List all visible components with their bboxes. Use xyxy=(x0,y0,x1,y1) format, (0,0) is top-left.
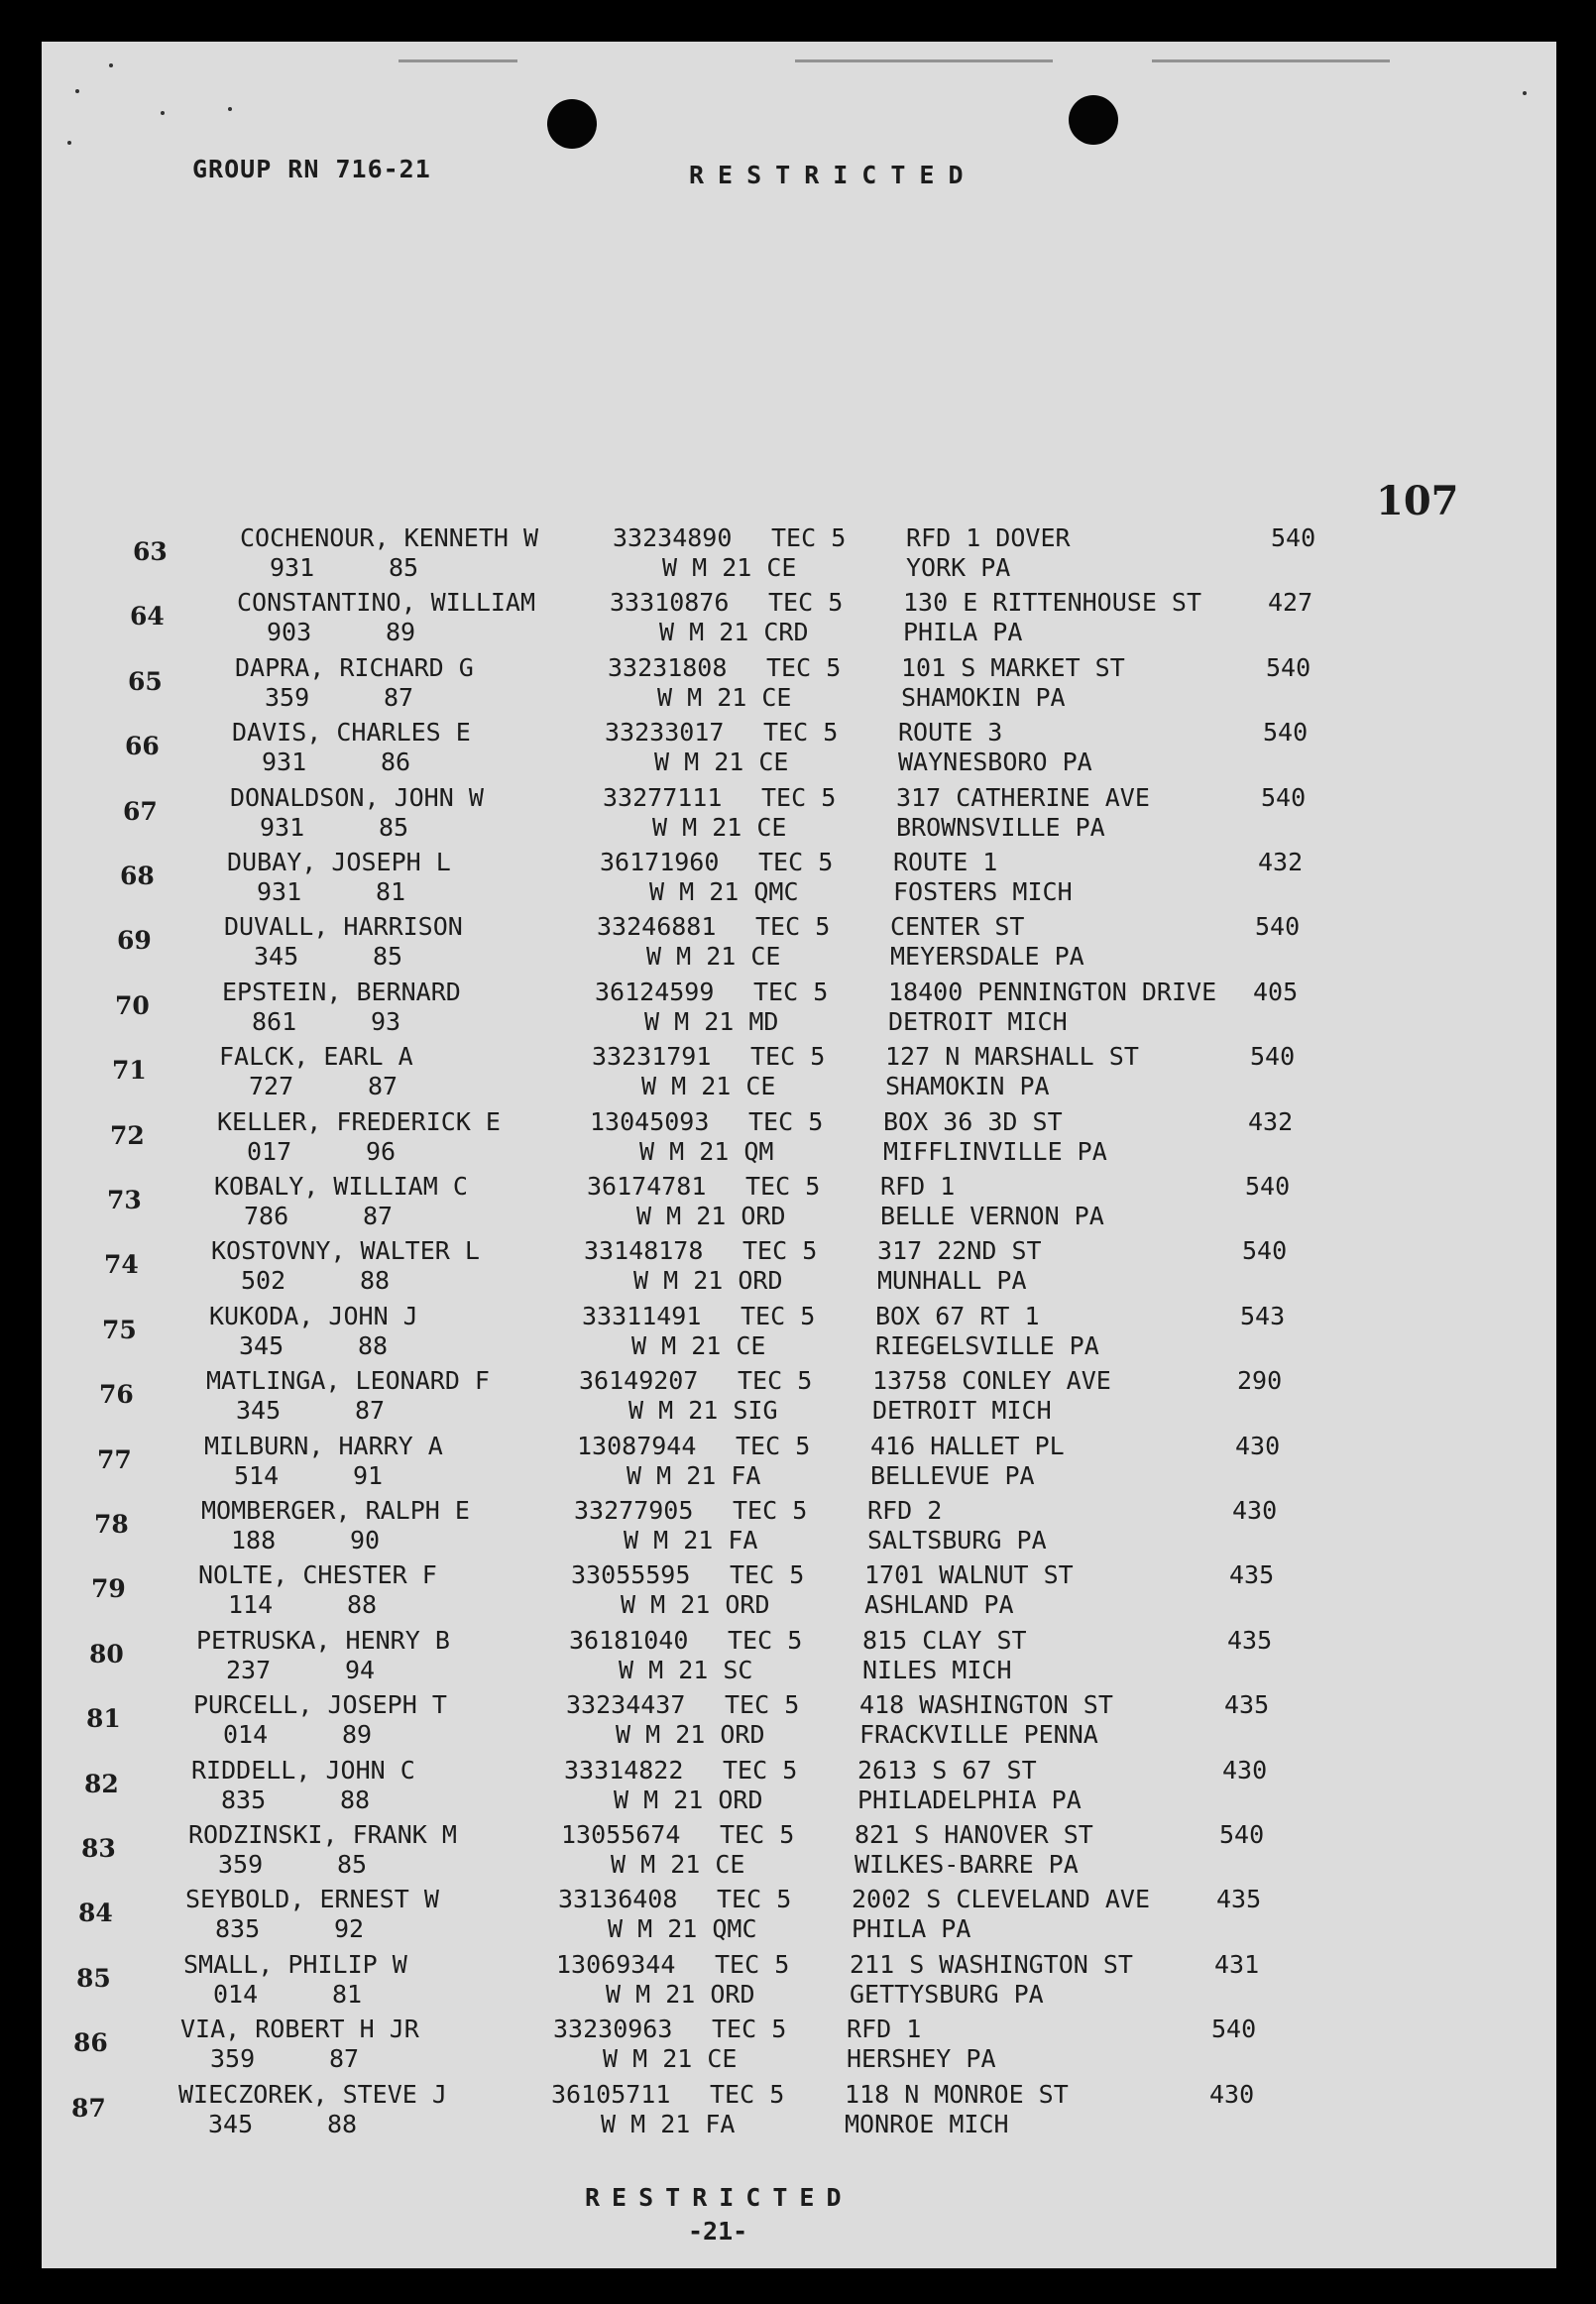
address-line-2: YORK PA xyxy=(906,553,1011,582)
roster-row xyxy=(19,1107,1534,1173)
entry-number: 67 xyxy=(123,796,158,826)
serial-number: 36105711 xyxy=(551,2079,671,2109)
address-line-2: MONROE MICH xyxy=(845,2109,1009,2138)
address-line-1: 211 S WASHINGTON ST xyxy=(850,1949,1133,1979)
spec-code: 540 xyxy=(1263,718,1309,748)
code-two: 88 xyxy=(340,1785,371,1814)
grade: TEC 5 xyxy=(745,1172,821,1201)
address-line-1: 2613 S 67 ST xyxy=(857,1755,1037,1785)
code-two: 85 xyxy=(373,942,403,972)
address-line-1: 317 22ND ST xyxy=(877,1236,1042,1266)
grade: TEC 5 xyxy=(763,718,839,748)
race-sex-age-branch: W M 21 ORD xyxy=(616,1720,765,1750)
entry-number: 81 xyxy=(86,1704,121,1734)
address-line-1: RFD 1 xyxy=(847,2015,922,2044)
spec-code: 543 xyxy=(1240,1301,1286,1330)
soldier-name: SMALL, PHILIP W xyxy=(183,1949,407,1979)
serial-number: 33231791 xyxy=(592,1042,712,1072)
roster-row xyxy=(0,1885,1502,1950)
address-line-1: ROUTE 3 xyxy=(898,718,1003,748)
race-sex-age-branch: W M 21 CE xyxy=(603,2044,738,2074)
address-line-2: FRACKVILLE PENNA xyxy=(859,1720,1098,1750)
race-sex-age-branch: W M 21 MD xyxy=(644,1006,779,1036)
grade: TEC 5 xyxy=(768,588,844,618)
serial-number: 13087944 xyxy=(577,1431,697,1460)
code-one: 237 xyxy=(226,1655,272,1684)
race-sex-age-branch: W M 21 CE xyxy=(657,682,792,712)
soldier-name: KOSTOVNY, WALTER L xyxy=(211,1236,480,1266)
roster-row xyxy=(0,1950,1500,2016)
code-one: 114 xyxy=(228,1590,274,1620)
entry-number: 77 xyxy=(97,1444,132,1474)
soldier-name: MILBURN, HARRY A xyxy=(204,1431,443,1460)
address-line-2: HERSHEY PA xyxy=(847,2044,996,2074)
address-line-1: 317 CATHERINE AVE xyxy=(896,782,1150,812)
address-line-1: RFD 2 xyxy=(867,1496,943,1525)
grade: TEC 5 xyxy=(742,1236,818,1266)
spec-code: 430 xyxy=(1232,1496,1278,1525)
soldier-name: PETRUSKA, HENRY B xyxy=(196,1625,450,1655)
entry-number: 75 xyxy=(102,1315,137,1344)
address-line-1: BOX 36 3D ST xyxy=(883,1106,1063,1136)
code-one: 931 xyxy=(260,812,305,842)
soldier-name: KOBALY, WILLIAM C xyxy=(214,1172,468,1201)
spec-code: 540 xyxy=(1219,1820,1265,1849)
race-sex-age-branch: W M 21 CE xyxy=(662,553,797,582)
address-line-2: NILES MICH xyxy=(862,1655,1012,1684)
code-one: 835 xyxy=(215,1914,261,1944)
code-one: 514 xyxy=(234,1460,280,1490)
address-line-1: ROUTE 1 xyxy=(893,848,998,876)
address-line-1: 18400 PENNINGTON DRIVE xyxy=(888,977,1217,1006)
code-two: 94 xyxy=(345,1655,376,1684)
address-line-2: SHAMOKIN PA xyxy=(885,1072,1050,1101)
code-one: 835 xyxy=(221,1785,267,1814)
code-two: 86 xyxy=(381,748,411,777)
restricted-footer: RESTRICTED xyxy=(585,2183,854,2212)
spec-code: 540 xyxy=(1255,912,1301,942)
grade: TEC 5 xyxy=(753,977,829,1006)
restricted-header: RESTRICTED xyxy=(689,161,977,189)
code-two: 87 xyxy=(355,1396,386,1426)
race-sex-age-branch: W M 21 FA xyxy=(624,1526,758,1555)
grade: TEC 5 xyxy=(738,1366,813,1396)
entry-number: 69 xyxy=(117,926,152,956)
spec-code: 540 xyxy=(1250,1042,1296,1072)
code-one: 345 xyxy=(239,1330,285,1360)
code-one: 188 xyxy=(231,1526,277,1555)
race-sex-age-branch: W M 21 FA xyxy=(601,2109,736,2138)
grade: TEC 5 xyxy=(755,912,831,942)
spec-code: 435 xyxy=(1227,1625,1273,1655)
race-sex-age-branch: W M 21 SC xyxy=(619,1655,753,1684)
grade: TEC 5 xyxy=(758,848,834,876)
race-sex-age-branch: W M 21 ORD xyxy=(621,1590,770,1620)
address-line-2: DETROIT MICH xyxy=(872,1396,1052,1426)
soldier-name: MOMBERGER, RALPH E xyxy=(201,1496,470,1525)
soldier-name: DAPRA, RICHARD G xyxy=(235,652,474,682)
race-sex-age-branch: W M 21 ORD xyxy=(614,1785,763,1814)
spec-code: 540 xyxy=(1271,523,1316,552)
entry-number: 72 xyxy=(110,1120,145,1150)
race-sex-age-branch: W M 21 CE xyxy=(654,748,789,777)
serial-number: 33246881 xyxy=(597,912,717,942)
grade: TEC 5 xyxy=(733,1496,808,1525)
serial-number: 33310876 xyxy=(610,588,730,618)
address-line-1: 1701 WALNUT ST xyxy=(864,1560,1074,1590)
serial-number: 33055595 xyxy=(571,1560,691,1590)
spec-code: 430 xyxy=(1222,1755,1268,1785)
serial-number: 13069344 xyxy=(556,1949,676,1979)
address-line-2: SALTSBURG PA xyxy=(867,1526,1047,1555)
roster-row xyxy=(42,523,1556,589)
code-one: 727 xyxy=(249,1072,294,1101)
grade: TEC 5 xyxy=(750,1042,826,1072)
soldier-name: KELLER, FREDERICK E xyxy=(217,1106,501,1136)
code-two: 93 xyxy=(371,1006,401,1036)
grade: TEC 5 xyxy=(715,1949,790,1979)
entry-number: 78 xyxy=(94,1510,129,1539)
code-two: 91 xyxy=(353,1460,384,1490)
code-two: 85 xyxy=(379,812,409,842)
entry-number: 65 xyxy=(128,666,163,696)
code-two: 87 xyxy=(368,1072,399,1101)
code-one: 359 xyxy=(210,2044,256,2074)
soldier-name: NOLTE, CHESTER F xyxy=(198,1560,437,1590)
soldier-name: VIA, ROBERT H JR xyxy=(180,2015,419,2044)
spec-code: 540 xyxy=(1266,652,1311,682)
code-two: 85 xyxy=(389,553,419,582)
grade: TEC 5 xyxy=(712,2015,787,2044)
grade: TEC 5 xyxy=(728,1625,803,1655)
roster-row xyxy=(11,1302,1526,1367)
grade: TEC 5 xyxy=(766,652,842,682)
soldier-name: FALCK, EARL A xyxy=(219,1042,413,1072)
soldier-name: MATLINGA, LEONARD F xyxy=(206,1366,490,1396)
roster-row xyxy=(3,1496,1518,1561)
code-two: 96 xyxy=(366,1136,397,1166)
roster-row xyxy=(0,1626,1513,1691)
race-sex-age-branch: W M 21 ORD xyxy=(633,1266,783,1296)
address-line-1: 130 E RITTENHOUSE ST xyxy=(903,588,1202,618)
code-one: 345 xyxy=(236,1396,282,1426)
address-line-1: RFD 1 xyxy=(880,1172,956,1201)
spec-code: 540 xyxy=(1211,2015,1257,2044)
entry-number: 86 xyxy=(73,2028,108,2058)
race-sex-age-branch: W M 21 CRD xyxy=(659,618,809,647)
spec-code: 432 xyxy=(1258,848,1304,876)
soldier-name: DUBAY, JOSEPH L xyxy=(227,848,451,876)
race-sex-age-branch: W M 21 SIG xyxy=(628,1396,778,1426)
code-one: 014 xyxy=(223,1720,269,1750)
code-one: 931 xyxy=(257,877,302,906)
address-line-1: 821 S HANOVER ST xyxy=(855,1820,1093,1849)
address-line-2: SHAMOKIN PA xyxy=(901,682,1066,712)
roster-row xyxy=(8,1366,1523,1432)
address-line-2: MUNHALL PA xyxy=(877,1266,1027,1296)
entry-number: 73 xyxy=(107,1186,142,1214)
address-line-1: 101 S MARKET ST xyxy=(901,652,1125,682)
code-two: 89 xyxy=(342,1720,373,1750)
spec-code: 435 xyxy=(1216,1885,1262,1914)
serial-number: 36174781 xyxy=(587,1172,707,1201)
soldier-name: DUVALL, HARRISON xyxy=(224,912,463,942)
entry-number: 82 xyxy=(84,1769,119,1798)
roster-row xyxy=(32,783,1546,849)
roster-row xyxy=(34,718,1548,783)
code-two: 88 xyxy=(358,1330,389,1360)
serial-number: 33234890 xyxy=(613,523,733,552)
entry-number: 68 xyxy=(120,862,155,890)
address-line-1: 815 CLAY ST xyxy=(862,1625,1027,1655)
grade: TEC 5 xyxy=(748,1106,824,1136)
serial-number: 33277111 xyxy=(603,782,723,812)
soldier-name: PURCELL, JOSEPH T xyxy=(193,1690,447,1720)
code-two: 92 xyxy=(334,1914,365,1944)
grade: TEC 5 xyxy=(761,782,837,812)
address-line-2: WILKES-BARRE PA xyxy=(855,1850,1079,1879)
serial-number: 36124599 xyxy=(595,977,715,1006)
code-one: 359 xyxy=(218,1850,264,1879)
spec-code: 540 xyxy=(1242,1236,1288,1266)
entry-number: 66 xyxy=(125,732,160,761)
race-sex-age-branch: W M 21 FA xyxy=(627,1460,761,1490)
spec-code: 430 xyxy=(1209,2079,1255,2109)
roster-row xyxy=(0,1756,1508,1821)
serial-number: 36171960 xyxy=(600,848,720,876)
code-two: 88 xyxy=(327,2109,358,2138)
address-line-2: PHILA PA xyxy=(852,1914,971,1944)
serial-number: 33311491 xyxy=(582,1301,702,1330)
spec-code: 435 xyxy=(1224,1690,1270,1720)
code-one: 014 xyxy=(213,1979,259,2009)
serial-number: 33230963 xyxy=(553,2015,673,2044)
roster-row xyxy=(0,2080,1495,2145)
address-line-1: BOX 67 RT 1 xyxy=(875,1301,1040,1330)
race-sex-age-branch: W M 21 CE xyxy=(652,812,787,842)
grade: TEC 5 xyxy=(730,1560,805,1590)
code-two: 88 xyxy=(347,1590,378,1620)
soldier-name: RODZINSKI, FRANK M xyxy=(188,1820,457,1849)
grade: TEC 5 xyxy=(717,1885,792,1914)
grade: TEC 5 xyxy=(736,1431,811,1460)
page-number: -21- xyxy=(688,2217,748,2246)
address-line-1: RFD 1 DOVER xyxy=(906,523,1071,552)
soldier-name: KUKODA, JOHN J xyxy=(209,1301,418,1330)
entry-number: 87 xyxy=(71,2093,106,2123)
serial-number: 36149207 xyxy=(579,1366,699,1396)
soldier-name: WIECZOREK, STEVE J xyxy=(178,2079,447,2109)
group-code: GROUP RN 716-21 xyxy=(192,155,431,183)
address-line-2: BROWNSVILLE PA xyxy=(896,812,1105,842)
race-sex-age-branch: W M 21 CE xyxy=(641,1072,776,1101)
address-line-2: GETTYSBURG PA xyxy=(850,1979,1044,2009)
roster-list xyxy=(42,42,1556,2268)
serial-number: 13045093 xyxy=(590,1106,710,1136)
spec-code: 540 xyxy=(1261,782,1307,812)
address-line-2: WAYNESBORO PA xyxy=(898,748,1092,777)
address-line-2: BELLEVUE PA xyxy=(870,1460,1035,1490)
entry-number: 76 xyxy=(99,1380,134,1410)
race-sex-age-branch: W M 21 CE xyxy=(631,1330,766,1360)
roster-row xyxy=(0,2015,1497,2080)
serial-number: 33234437 xyxy=(566,1690,686,1720)
entry-number: 85 xyxy=(76,1963,111,1993)
code-one: 345 xyxy=(208,2109,254,2138)
address-line-1: 2002 S CLEVELAND AVE xyxy=(852,1885,1151,1914)
soldier-name: SEYBOLD, ERNEST W xyxy=(185,1885,439,1914)
serial-number: 33148178 xyxy=(584,1236,704,1266)
serial-number: 33233017 xyxy=(605,718,725,748)
spec-code: 435 xyxy=(1229,1560,1275,1590)
address-line-1: CENTER ST xyxy=(890,912,1025,942)
address-line-2: FOSTERS MICH xyxy=(893,877,1073,906)
race-sex-age-branch: W M 21 QMC xyxy=(649,877,799,906)
grade: TEC 5 xyxy=(723,1755,798,1785)
address-line-2: DETROIT MICH xyxy=(888,1006,1068,1036)
code-two: 87 xyxy=(329,2044,360,2074)
spec-code: 431 xyxy=(1214,1949,1260,1979)
code-two: 88 xyxy=(360,1266,391,1296)
roster-row xyxy=(24,978,1539,1043)
address-line-2: BELLE VERNON PA xyxy=(880,1202,1104,1230)
roster-row xyxy=(0,1560,1515,1626)
soldier-name: DONALDSON, JOHN W xyxy=(230,782,484,812)
race-sex-age-branch: W M 21 CE xyxy=(646,942,781,972)
serial-number: 13055674 xyxy=(561,1820,681,1849)
soldier-name: COCHENOUR, KENNETH W xyxy=(240,523,539,552)
roster-row xyxy=(13,1236,1528,1302)
code-one: 931 xyxy=(270,553,315,582)
roster-row xyxy=(29,848,1543,913)
address-line-1: 418 WASHINGTON ST xyxy=(859,1690,1113,1720)
soldier-name: CONSTANTINO, WILLIAM xyxy=(237,588,536,618)
race-sex-age-branch: W M 21 CE xyxy=(611,1850,745,1879)
soldier-name: DAVIS, CHARLES E xyxy=(232,718,471,748)
address-line-1: 13758 CONLEY AVE xyxy=(872,1366,1111,1396)
entry-number: 71 xyxy=(112,1056,147,1086)
roster-row xyxy=(0,1690,1510,1756)
address-line-1: 416 HALLET PL xyxy=(870,1431,1065,1460)
roster-row xyxy=(37,653,1551,719)
entry-number: 83 xyxy=(81,1834,116,1863)
grade: TEC 5 xyxy=(741,1301,816,1330)
grade: TEC 5 xyxy=(720,1820,795,1849)
page-stamp: 107 xyxy=(1376,478,1459,524)
address-line-2: MEYERSDALE PA xyxy=(890,942,1084,972)
code-two: 81 xyxy=(332,1979,363,2009)
race-sex-age-branch: W M 21 ORD xyxy=(636,1202,786,1230)
spec-code: 432 xyxy=(1248,1106,1294,1136)
serial-number: 33136408 xyxy=(558,1885,678,1914)
spec-code: 430 xyxy=(1235,1431,1281,1460)
entry-number: 74 xyxy=(104,1250,139,1280)
soldier-name: RIDDELL, JOHN C xyxy=(191,1755,415,1785)
race-sex-age-branch: W M 21 QM xyxy=(639,1136,774,1166)
code-two: 89 xyxy=(386,618,416,647)
code-two: 87 xyxy=(363,1202,394,1230)
code-one: 502 xyxy=(241,1266,286,1296)
serial-number: 33314822 xyxy=(564,1755,684,1785)
entry-number: 79 xyxy=(91,1574,126,1604)
code-one: 345 xyxy=(254,942,299,972)
serial-number: 33231808 xyxy=(608,652,728,682)
entry-number: 80 xyxy=(89,1639,124,1669)
serial-number: 36181040 xyxy=(569,1625,689,1655)
roster-row xyxy=(39,588,1553,653)
spec-code: 540 xyxy=(1245,1172,1291,1201)
roster-row xyxy=(0,1820,1505,1886)
code-one: 359 xyxy=(265,682,310,712)
roster-row xyxy=(21,1042,1536,1107)
roster-row xyxy=(26,912,1540,978)
code-one: 931 xyxy=(262,748,307,777)
grade: TEC 5 xyxy=(725,1690,800,1720)
spec-code: 290 xyxy=(1237,1366,1283,1396)
document-page xyxy=(42,42,1556,2268)
address-line-2: PHILADELPHIA PA xyxy=(857,1785,1082,1814)
entry-number: 70 xyxy=(115,990,150,1020)
entry-number: 63 xyxy=(133,537,168,566)
grade: TEC 5 xyxy=(710,2079,785,2109)
race-sex-age-branch: W M 21 ORD xyxy=(606,1979,755,2009)
code-two: 81 xyxy=(376,877,406,906)
spec-code: 405 xyxy=(1253,977,1299,1006)
serial-number: 33277905 xyxy=(574,1496,694,1525)
race-sex-age-branch: W M 21 QMC xyxy=(608,1914,757,1944)
roster-row xyxy=(6,1432,1521,1497)
soldier-name: EPSTEIN, BERNARD xyxy=(222,977,461,1006)
spec-code: 427 xyxy=(1268,588,1313,618)
address-line-2: MIFFLINVILLE PA xyxy=(883,1136,1107,1166)
code-one: 861 xyxy=(252,1006,297,1036)
code-one: 903 xyxy=(267,618,312,647)
address-line-2: RIEGELSVILLE PA xyxy=(875,1330,1099,1360)
code-two: 87 xyxy=(384,682,414,712)
code-one: 017 xyxy=(247,1136,292,1166)
address-line-1: 127 N MARSHALL ST xyxy=(885,1042,1139,1072)
entry-number: 84 xyxy=(78,1899,113,1928)
code-one: 786 xyxy=(244,1202,289,1230)
entry-number: 64 xyxy=(130,602,165,632)
grade: TEC 5 xyxy=(771,523,847,552)
address-line-1: 118 N MONROE ST xyxy=(845,2079,1069,2109)
roster-row xyxy=(16,1172,1531,1237)
address-line-2: ASHLAND PA xyxy=(864,1590,1014,1620)
code-two: 90 xyxy=(350,1526,381,1555)
code-two: 85 xyxy=(337,1850,368,1879)
address-line-2: PHILA PA xyxy=(903,618,1023,647)
